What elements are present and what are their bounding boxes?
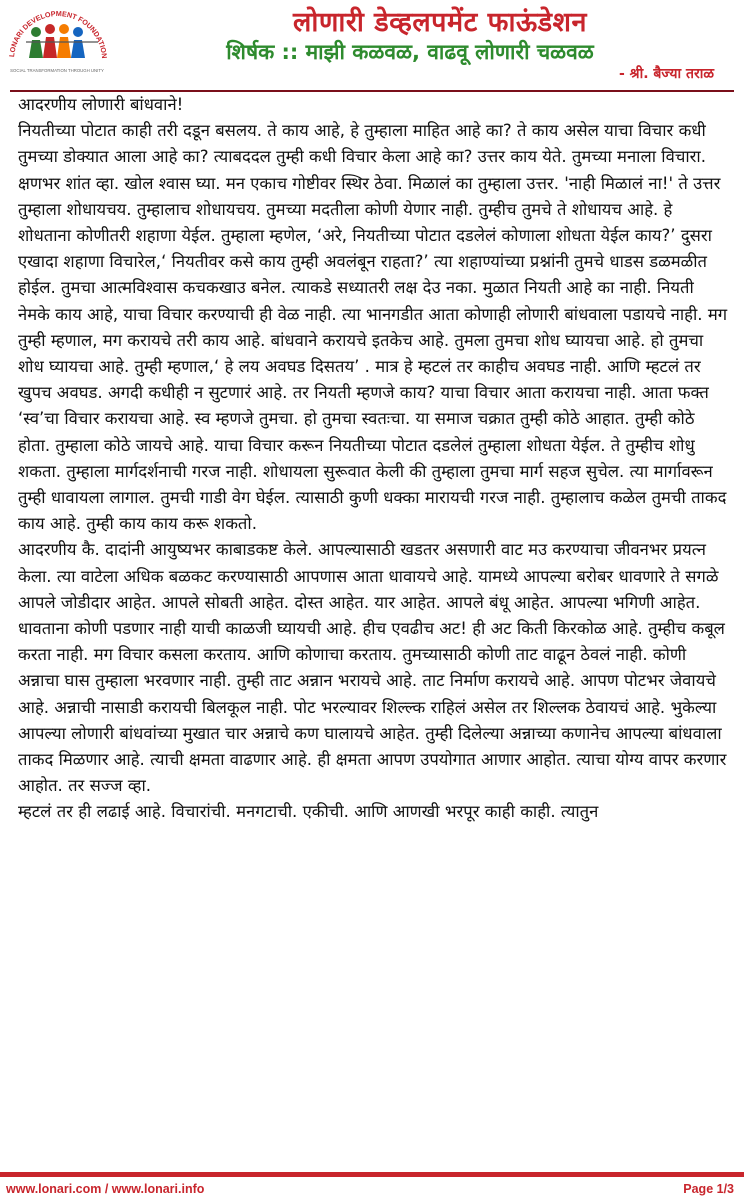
page-number: Page 1/3 [683, 1182, 734, 1196]
logo-tagline: SOCIAL TRANSFORMATION THROUGH UNITY [10, 68, 104, 73]
footer-website-links[interactable]: www.lonari.com / www.lonari.info [6, 1182, 205, 1196]
paragraph-3: म्हटलं तर ही लढाई आहे. विचारांची. मनगटाची. एकीची. आणि आणखी भरपूर काही काही. त्यातुन [18, 802, 599, 822]
article-title: शिर्षक :: माझी कळवळ, वाढवू लोणारी चळवळ [226, 40, 594, 64]
page-header [0, 0, 744, 92]
logo-arc-text: LONARI DEVELOPMENT FOUNDATION [7, 8, 110, 59]
page-footer [0, 1170, 744, 1201]
paragraph-2: आदरणीय कै. दादांनी आयुष्यभर काबाडकष्ट केले. आपल्यासाठी खडतर असणारी वाट मउ करण्याचा जीवनभर प्रयत्न केला. त्या वाटेला अधिक बळकट करण्यासाठी आपणास आता धावायचे आहे. यामध्ये आपल्या बरोबर धावणारे ते सगळे आपले जोडीदार आहेत. आपले सोबती आहेत. दोस्त आहेत. यार आहेत. आपले बंधू आहेत. आपल्या भगिणी आहेत. धावताना कोणी पडणार नाही याची काळजी घ्यायची आहे. हीच एवढीच अट! ही अट किती किरकोळ आहे. तुम्हीच कबूल करता नाही. मग विचार कसला करताय. आणि कोणाचा करताय. तुमच्यासाठी कोणी ताट वाढून ठेवलं नाही. कोणी अन्नाचा घास तुम्हाला भरवणार नाही. तुम्ही ताट अन्नान भरायचे आहे. ताट निर्माण करायचे आहे. आपण पोटभर जेवायचे आहे. अन्नाची नासाडी करायची बिलकूल नाही. पोट भरल्यावर शिल्ल्क राहिलं असेल तर शिल्लक ठेवायचं आहे. भुकेल्या आपल्या लोणारी बांधवांच्या मुखात चार अन्नाचे कण घालायचे आहेत. तुम्ही दिलेल्या अन्नाच्या कणानेच आपल्या बांधवाला ताकद मिळणार आहे. त्याची क्षमता वाढणार आहे. ही क्षमता आपण उपयोगात आणार आहोत. त्याचा योग्य वापर करणार आहोत. तर सज्ज व्हा. [18, 540, 727, 796]
organization-title: लोणारी डेव्हलपमेंट फाऊंडेशन [293, 7, 587, 38]
footer-divider [0, 1172, 744, 1177]
foundation-logo [2, 2, 112, 82]
article-body [18, 92, 730, 826]
author-line: - श्री. बैज्या तराळ [618, 66, 714, 82]
paragraph-1: नियतीच्या पोटात काही तरी दडून बसलय. ते काय आहे, हे तुम्हाला माहित आहे का? ते काय असेल याचा विचार कधी तुमच्या डोक्यात आला आहे का? त्याबददल तुम्ही कधी विचार केला आहे का? उत्तर काय येते. तुमच्या मनाला विचारा. क्षणभर शांत व्हा. खोल श्वास घ्या. मन एकाच गोष्टीवर स्थिर ठेवा. मिळालं का तुम्हाला उत्तर. 'नाही मिळालं ना!' ते उत्तर तुम्हाला शोधायचय. तुम्हालाच शोधायचय. तुमच्या मदतीला कोणी येणार नाही. तुम्हीच तुमचे ते शोधायच आहे. हे शोधताना कोणीतरी शहाणा येईल. तुम्हाला म्हणेल, ‘अरे, नियतीच्या पोटात दडलेलं कोणाला शोधता येईल काय?’ दुसरा एखादा शहाणा विचारेल,‘ नियतीवर कसे काय तुम्ही अवलंबून राहता?’ त्या शहाण्यांच्या प्रश्नांनी तुमचे धाडस डळमळीत होईल. तुमचा आत्मविश्वास कचकखाउ बनेल. त्याकडे सध्यातरी लक्ष देउ नका. मुळात नियती आहे का नाही. नियती नेमके काय आहे, याचा विचार करण्याची ही वेळ नाही. त्या भानगडीत आता कोणाही लोणारी बांधवाला पडायचे नाही. मग तुम्ही म्हणाल, मग करायचे तरी काय आहे. बांधवाने करायचे इतकेच आहे. तुमला तुमचा शोध घ्यायचा आहे. हो तुमचा शोध घ्यायचा आहे. तुम्ही म्हणाल,‘ हे लय अवघड दिसतय’ . मात्र हे म्हटलं तर काहीच अवघड नाही. आणि म्हटलं तर खुपच अवघड. अगदी कधीही न सुटणारं आहे. तर नियती म्हणजे काय? याचा विचार आता करायचा नाही. आता फक्त ‘स्व’चा विचार करायचा आहे. स्व म्हणजे तुमचा. हो तुमचा स्वतःचा. या समाज चक्रात तुम्ही कोठे आहात. तुम्ही कोठे होता. तुम्हाला कोठे जायचे आहे. याचा विचार करून नियतीच्या पोटात दडलेलं तुम्हाला शोधता येईल. ते तुम्हीच शोधु शकता. तुम्हाला मार्गदर्शनाची गरज नाही. शोधायला सुरूवात केली की तुम्हाला तुमचा मार्ग सहज सुचेल. त्या मार्गावरून तुम्ही धावायला लागाल. तुमची गाडी वेग घेईल. त्यासाठी कुणी धक्का मारायची गरज नाही. तुम्हालाच कळेल तुमची ताकद काय आहे. तुम्ही काय काय करू शकतो. [18, 121, 728, 534]
salutation: आदरणीय लोणारी बांधवाने! [18, 95, 184, 114]
